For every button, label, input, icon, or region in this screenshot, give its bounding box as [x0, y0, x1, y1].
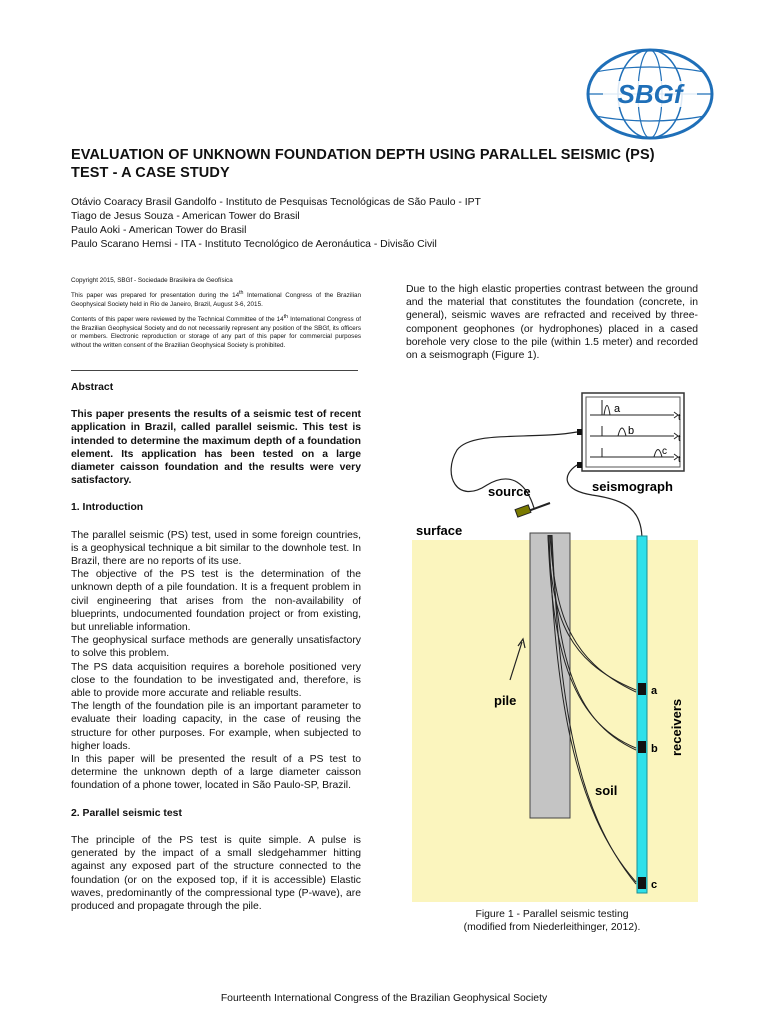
pile-label: pile — [494, 693, 517, 708]
sbgf-logo — [585, 48, 715, 140]
surface-label: surface — [416, 523, 463, 538]
figure-caption — [406, 908, 698, 934]
divider — [71, 370, 358, 371]
section2-paragraph-1: The principle of the PS test is quite simple. A pulse is generated by the impact of a small sledgehammer hitting against any exposed part of the structure connected to the foundation (or on the exposed top, if it is accessible) Elastic waves, predominantly of the compressional type (P-wave), are produced and propagate through the pile. — [71, 834, 361, 912]
author-1: Otávio Coaracy Brasil Gandolfo - Instituto de Pesquisas Tecnológicas de São Paulo - IPT — [71, 197, 481, 208]
title-line-1: EVALUATION OF UNKNOWN FOUNDATION DEPTH USING PARALLEL SEISMIC (PS) — [71, 147, 655, 163]
t-label-c: t — [678, 454, 681, 464]
right-column — [406, 283, 698, 362]
review-note: Contents of this paper were reviewed by the Technical Committee of the 14th International Congress of the Brazilian Geophysical Society and do not necessarily represent any position of the SBGf, its officers or members. Electronic reproduction or storage of any part of this paper for commercial purposes without the written consent of the Brazilian Geophysical Society is prohibited. — [71, 314, 361, 349]
intro-heading: 1. Introduction — [71, 502, 144, 514]
intro-paragraph-6: In this paper will be presented the result of a PS test to determine the unknown depth of a large diameter caisson foundation of a phone tower, located in São Paulo-SP, Brazil. — [71, 754, 361, 792]
trace-c-label: c — [662, 446, 667, 457]
soil-label: soil — [595, 783, 618, 798]
receiver-a — [638, 683, 646, 695]
section2-heading: 2. Parallel seismic test — [71, 807, 182, 819]
trace-b-label: b — [628, 425, 635, 437]
left-column — [71, 381, 361, 913]
borehole — [637, 536, 647, 893]
author-list — [71, 196, 591, 252]
right-paragraph-1: Due to the high elastic properties contrast between the ground and the material that constitutes the foundation (concrete, in general), seismic waves are refracted and received by three-component geophones (or hydrophones) placed in a cased borehole very close to the pile (within 1.5 meter) and recorded on a seismograph (Figure 1). — [406, 284, 698, 362]
intro-paragraph-5: The length of the foundation pile is an important parameter to evaluate their loading capacity, in the case of reusing the structure for other purposes. For example, when subjected to higher loads. — [71, 701, 361, 752]
receiver-c-label: c — [651, 879, 658, 891]
intro-paragraph-1: The parallel seismic (PS) test, used in some foreign countries, is a geophysical technique a bit similar to the downhole test. In Brazil, there are no reports of its use. — [71, 529, 361, 568]
copyright-line: Copyright 2015, SBGf - Sociedade Brasileira de Geofísica — [71, 277, 233, 284]
author-3: Paulo Aoki - American Tower do Brasil — [71, 225, 247, 236]
receiver-b — [638, 741, 646, 753]
intro-paragraph-4: The PS data acquisition requires a borehole positioned very close to the foundation to be investigated and, therefore, is able to provide more accurate and reliable results. — [71, 661, 361, 700]
receiver-a-label: a — [651, 685, 658, 697]
t-label-b: t — [678, 433, 681, 443]
presentation-note: This paper was prepared for presentation during the 14th International Congress of the Brazilian Geophysical Society held in Rio de Janeiro, Brazil, August 3-6, 2015. — [71, 290, 362, 308]
trace-a-label: a — [614, 403, 621, 415]
title-line-2: TEST - A CASE STUDY — [71, 165, 230, 181]
abstract-text: This paper presents the results of a seismic test of recent application in Brazil, called parallel seismic. This test is intended to determine the maximum depth of a foundation element. Its application has been tested on a large diameter caisson foundation and the results were very satisfactory. — [71, 409, 361, 487]
caption-line-1: Figure 1 - Parallel seismic testing — [475, 909, 629, 920]
receiver-b-label: b — [651, 743, 658, 755]
caption-line-2: (modified from Niederleithinger, 2012). — [463, 922, 641, 933]
page-footer: Fourteenth International Congress of the Brazilian Geophysical Society — [220, 993, 548, 1004]
author-2: Tiago de Jesus Souza - American Tower do Brasil — [71, 211, 300, 222]
intro-paragraph-3: The geophysical surface methods are generally unsatisfactory to solve this problem. — [71, 635, 361, 660]
abstract-heading: Abstract — [71, 382, 114, 393]
receiver-c — [638, 877, 646, 889]
author-4: Paulo Scarano Hemsi - ITA - Instituto Tecnológico de Aeronáutica - Divisão Civil — [71, 239, 437, 250]
logo-text: SBGf — [617, 79, 683, 109]
figure-1-diagram — [412, 390, 698, 902]
source-label: source — [488, 484, 531, 499]
receivers-label: receivers — [669, 698, 684, 756]
copyright-notice — [71, 277, 361, 354]
paper-title — [71, 146, 711, 182]
t-label-a: t — [678, 412, 681, 422]
intro-paragraph-2: The objective of the PS test is the determination of the unknown depth of a pile foundation. It is a frequent problem in civil engineering that arises from the non-availability of blueprints, undocumented foundation project or from existing, but unreliable information. — [71, 569, 361, 634]
receiver-cable — [567, 465, 642, 540]
seismograph-label: seismograph — [592, 479, 673, 494]
